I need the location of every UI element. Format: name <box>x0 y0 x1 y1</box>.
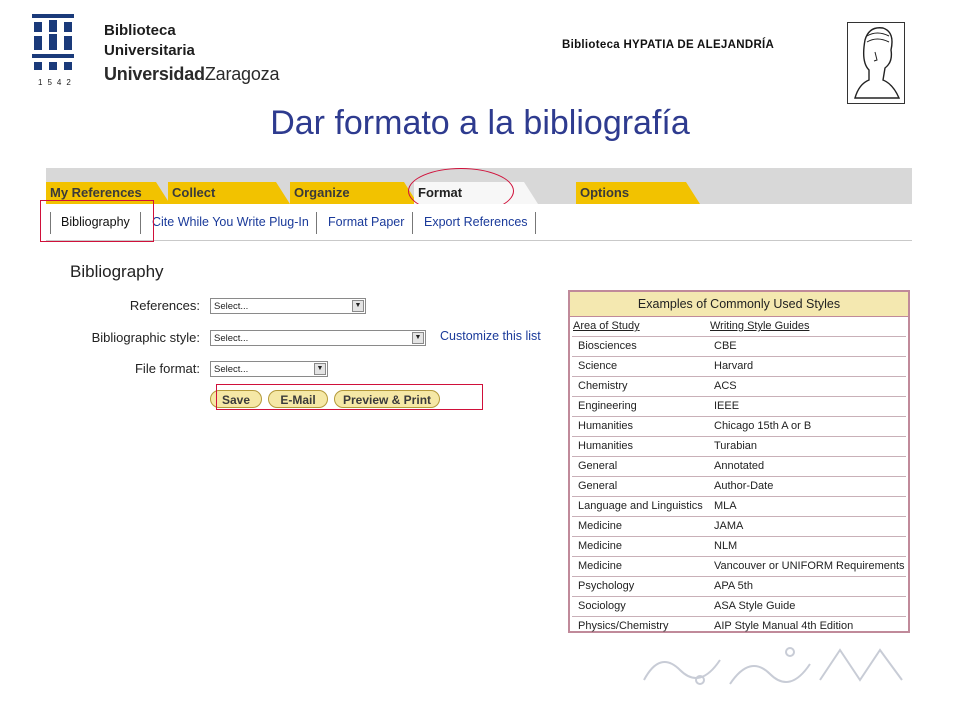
subnav-format-paper[interactable]: Format Paper <box>328 215 405 229</box>
table-cell-area: Language and Linguistics <box>578 500 703 512</box>
table-row-divider <box>572 416 906 417</box>
table-cell-style: NLM <box>714 540 738 552</box>
table-row-divider <box>572 456 906 457</box>
table-cell-style: IEEE <box>714 400 740 412</box>
separator <box>316 212 317 234</box>
table-cell-area: Medicine <box>578 520 623 532</box>
subnav-cite-while-you-write[interactable]: Cite While You Write Plug-In <box>152 215 309 229</box>
tab-corner <box>524 182 538 204</box>
table-cell-area: Sociology <box>578 600 626 612</box>
table-row-divider <box>572 336 906 337</box>
table-cell-area: General <box>578 480 618 492</box>
table-cell-area: Physics/Chemistry <box>578 620 669 632</box>
file-format-select[interactable] <box>210 361 328 377</box>
column-header-area: Area of Study <box>573 320 640 332</box>
table-cell-style: ASA Style Guide <box>714 600 796 612</box>
table-row-divider <box>572 596 906 597</box>
table-row-divider <box>572 476 906 477</box>
tab-collect[interactable]: Collect <box>168 182 276 204</box>
bibliography-highlight <box>40 200 154 242</box>
table-cell-style: Chicago 15th A or B <box>714 420 812 432</box>
tab-corner <box>686 182 700 204</box>
library-name: Biblioteca HYPATIA DE ALEJANDRÍA <box>562 39 775 51</box>
decorative-pattern-icon <box>640 640 912 690</box>
subnav-bibliography[interactable]: Bibliography <box>61 215 130 229</box>
table-cell-style: AIP Style Manual 4th Edition <box>714 620 854 632</box>
tab-format[interactable]: Format <box>414 182 524 204</box>
table-cell-style: Author-Date <box>714 480 774 492</box>
section-title: Bibliography <box>70 262 164 281</box>
file-format-select-value: Select... <box>214 364 249 375</box>
subnav-export-references[interactable]: Export References <box>424 215 528 229</box>
table-row-divider <box>572 536 906 537</box>
table-row-divider <box>572 576 906 577</box>
table-cell-area: Biosciences <box>578 340 637 352</box>
save-button[interactable]: Save <box>210 390 262 408</box>
customize-link[interactable]: Customize this list <box>440 329 541 343</box>
preview-print-button[interactable]: Preview & Print <box>334 390 440 408</box>
table-cell-style: Annotated <box>714 460 765 472</box>
table-cell-area: Engineering <box>578 400 637 412</box>
references-select-value: Select... <box>214 301 249 312</box>
university-logo-icon <box>32 14 74 88</box>
hypatia-portrait-icon <box>847 22 905 104</box>
logo-year: 1542 <box>38 78 76 87</box>
chevron-down-icon: ▼ <box>352 300 364 312</box>
table-row-divider <box>572 436 906 437</box>
table-cell-area: Science <box>578 360 618 372</box>
table-row-divider <box>572 376 906 377</box>
table-cell-style: Harvard <box>714 360 754 372</box>
chevron-down-icon: ▼ <box>412 332 424 344</box>
logo-text-city: Zaragoza <box>204 64 280 84</box>
table-cell-area: Chemistry <box>578 380 628 392</box>
logo-text-bold: Universidad <box>104 64 205 84</box>
table-row-divider <box>572 616 906 617</box>
chevron-down-icon: ▼ <box>314 363 326 375</box>
column-header-style: Writing Style Guides <box>710 320 810 332</box>
table-cell-area: Humanities <box>578 440 634 452</box>
logo-text-biblioteca: Biblioteca <box>104 22 176 39</box>
logo-text-universidad <box>104 64 279 85</box>
style-select[interactable] <box>210 330 426 346</box>
style-select-value: Select... <box>214 333 249 344</box>
table-cell-style: Vancouver or UNIFORM Requirements <box>714 560 905 572</box>
table-cell-style: MLA <box>714 500 737 512</box>
table-cell-area: Humanities <box>578 420 634 432</box>
table-row-divider <box>572 516 906 517</box>
buttons-highlight <box>216 384 483 410</box>
table-cell-style: JAMA <box>714 520 744 532</box>
page-title: Dar formato a la bibliografía <box>270 104 690 142</box>
format-label: File format: <box>134 361 200 376</box>
tab-my-references[interactable]: My References <box>46 182 156 204</box>
logo-text-universitaria: Universitaria <box>104 42 195 59</box>
table-row-divider <box>572 496 906 497</box>
styles-table-title: Examples of Commonly Used Styles <box>570 292 908 317</box>
table-cell-style: CBE <box>714 340 737 352</box>
style-label: Bibliographic style: <box>91 330 200 345</box>
references-select[interactable] <box>210 298 366 314</box>
table-cell-style: ACS <box>714 380 737 392</box>
table-cell-area: General <box>578 460 618 472</box>
table-row-divider <box>572 356 906 357</box>
separator <box>412 212 413 234</box>
references-label: References: <box>129 298 200 313</box>
table-row-divider <box>572 556 906 557</box>
tab-organize[interactable]: Organize <box>290 182 404 204</box>
table-cell-area: Medicine <box>578 560 623 572</box>
table-cell-area: Psychology <box>578 580 635 592</box>
table-cell-area: Medicine <box>578 540 623 552</box>
tab-options[interactable]: Options <box>576 182 686 204</box>
email-button[interactable]: E-Mail <box>268 390 328 408</box>
table-cell-style: APA 5th <box>714 580 753 592</box>
tab-corner <box>276 182 290 204</box>
separator <box>535 212 536 234</box>
table-cell-style: Turabian <box>714 440 758 452</box>
table-row-divider <box>572 396 906 397</box>
